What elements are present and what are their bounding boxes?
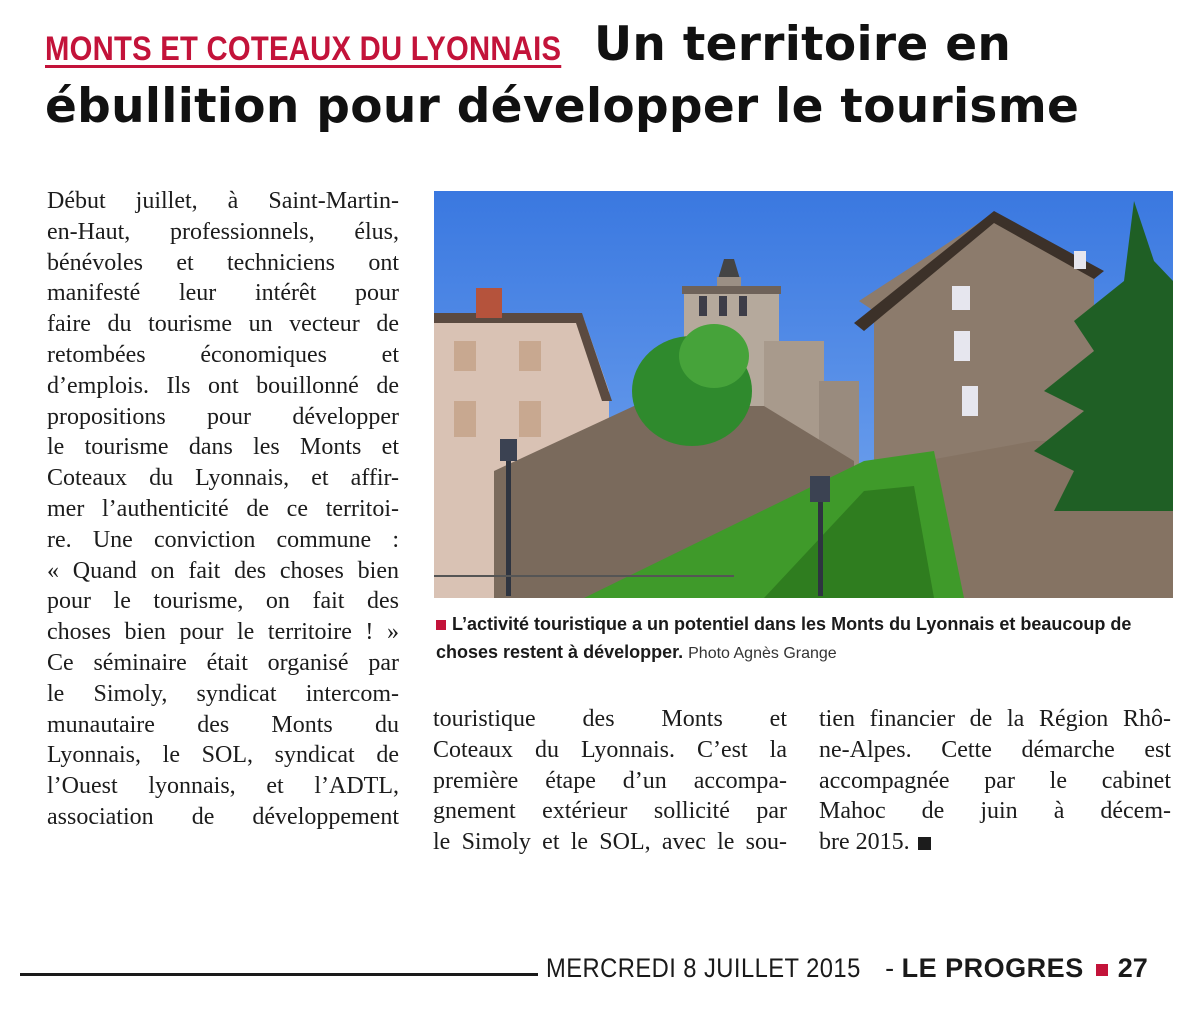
end-of-article-mark <box>918 837 931 850</box>
text-line: première étape d’un accompa- <box>433 767 787 794</box>
footer-newspaper-name: LE PROGRES <box>901 953 1084 983</box>
article-column-1 <box>47 186 399 833</box>
text-line: manifesté leur intérêt pour <box>47 280 399 307</box>
text-line: Coteaux du Lyonnais, et affir- <box>47 465 399 492</box>
article-photo <box>434 191 1173 598</box>
text-line: tien financier de la Région Rhô- <box>819 706 1171 732</box>
text-line: association de développement <box>47 803 399 830</box>
text-line: mer l’authenticité de ce territoi- <box>47 495 399 522</box>
text-line-final: bre 2015. <box>819 829 910 856</box>
text-line: d’emplois. Ils ont bouillonné de <box>47 372 399 399</box>
text-line: retombées économiques et <box>47 341 399 368</box>
text-line: Début juillet, à Saint-Martin- <box>47 188 399 214</box>
headline <box>45 14 1155 138</box>
text-line: le Simoly, syndicat intercom- <box>47 680 399 707</box>
village-photo-illustration <box>434 191 1173 598</box>
text-line: le Simoly et le SOL, avec le sou- <box>433 829 787 856</box>
page-footer <box>546 950 1148 986</box>
text-line: Ce séminaire était organisé par <box>47 649 399 676</box>
text-line: Coteaux du Lyonnais. C’est la <box>433 736 787 763</box>
text-line: gnement extérieur sollicité par <box>433 798 787 825</box>
section-kicker: MONTS ET COTEAUX DU LYONNAIS <box>45 30 562 68</box>
text-line: Lyonnais, le SOL, syndicat de <box>47 742 399 769</box>
article-column-2 <box>433 704 787 858</box>
text-line: l’Ouest lyonnais, et l’ADTL, <box>47 773 399 800</box>
text-line-last <box>819 827 1171 858</box>
text-line: touristique des Monts et <box>433 706 787 732</box>
text-line: bénévoles et techniciens ont <box>47 249 399 276</box>
headline-title-part2: ébullition pour développer le tourisme <box>45 79 1080 134</box>
text-line: choses bien pour le territoire ! » <box>47 619 399 646</box>
text-line: accompagnée par le cabinet <box>819 767 1171 794</box>
text-line: en-Haut, professionnels, élus, <box>47 218 399 245</box>
text-line: Mahoc de juin à décem- <box>819 798 1171 825</box>
footer-separator: - <box>885 953 895 983</box>
text-line: le tourisme dans les Monts et <box>47 434 399 461</box>
photo-credit: Photo Agnès Grange <box>688 645 837 662</box>
text-line: « Quand on fait des choses bien <box>47 557 399 584</box>
article-column-3 <box>819 704 1171 858</box>
text-line: pour le tourisme, on fait des <box>47 588 399 615</box>
headline-title-part1: Un territoire en <box>593 17 1012 72</box>
caption-text: L’activité touristique a un potentiel dans les Monts du Lyonnais et beaucoup de choses restent à développer. <box>436 614 1132 662</box>
photo-caption <box>436 610 1136 668</box>
text-line: propositions pour développer <box>47 403 399 430</box>
text-line: faire du tourisme un vecteur de <box>47 311 399 338</box>
text-line: munautaire des Monts du <box>47 711 399 738</box>
caption-square-bullet <box>436 620 446 630</box>
footer-date: MERCREDI 8 JUILLET 2015 <box>546 953 861 983</box>
footer-page-number: 27 <box>1117 953 1148 983</box>
text-line: re. Une conviction commune : <box>47 526 399 553</box>
text-line: ne-Alpes. Cette démarche est <box>819 736 1171 763</box>
footer-rule <box>20 973 538 976</box>
footer-red-square <box>1096 964 1108 976</box>
headline-line-1 <box>45 14 1155 76</box>
